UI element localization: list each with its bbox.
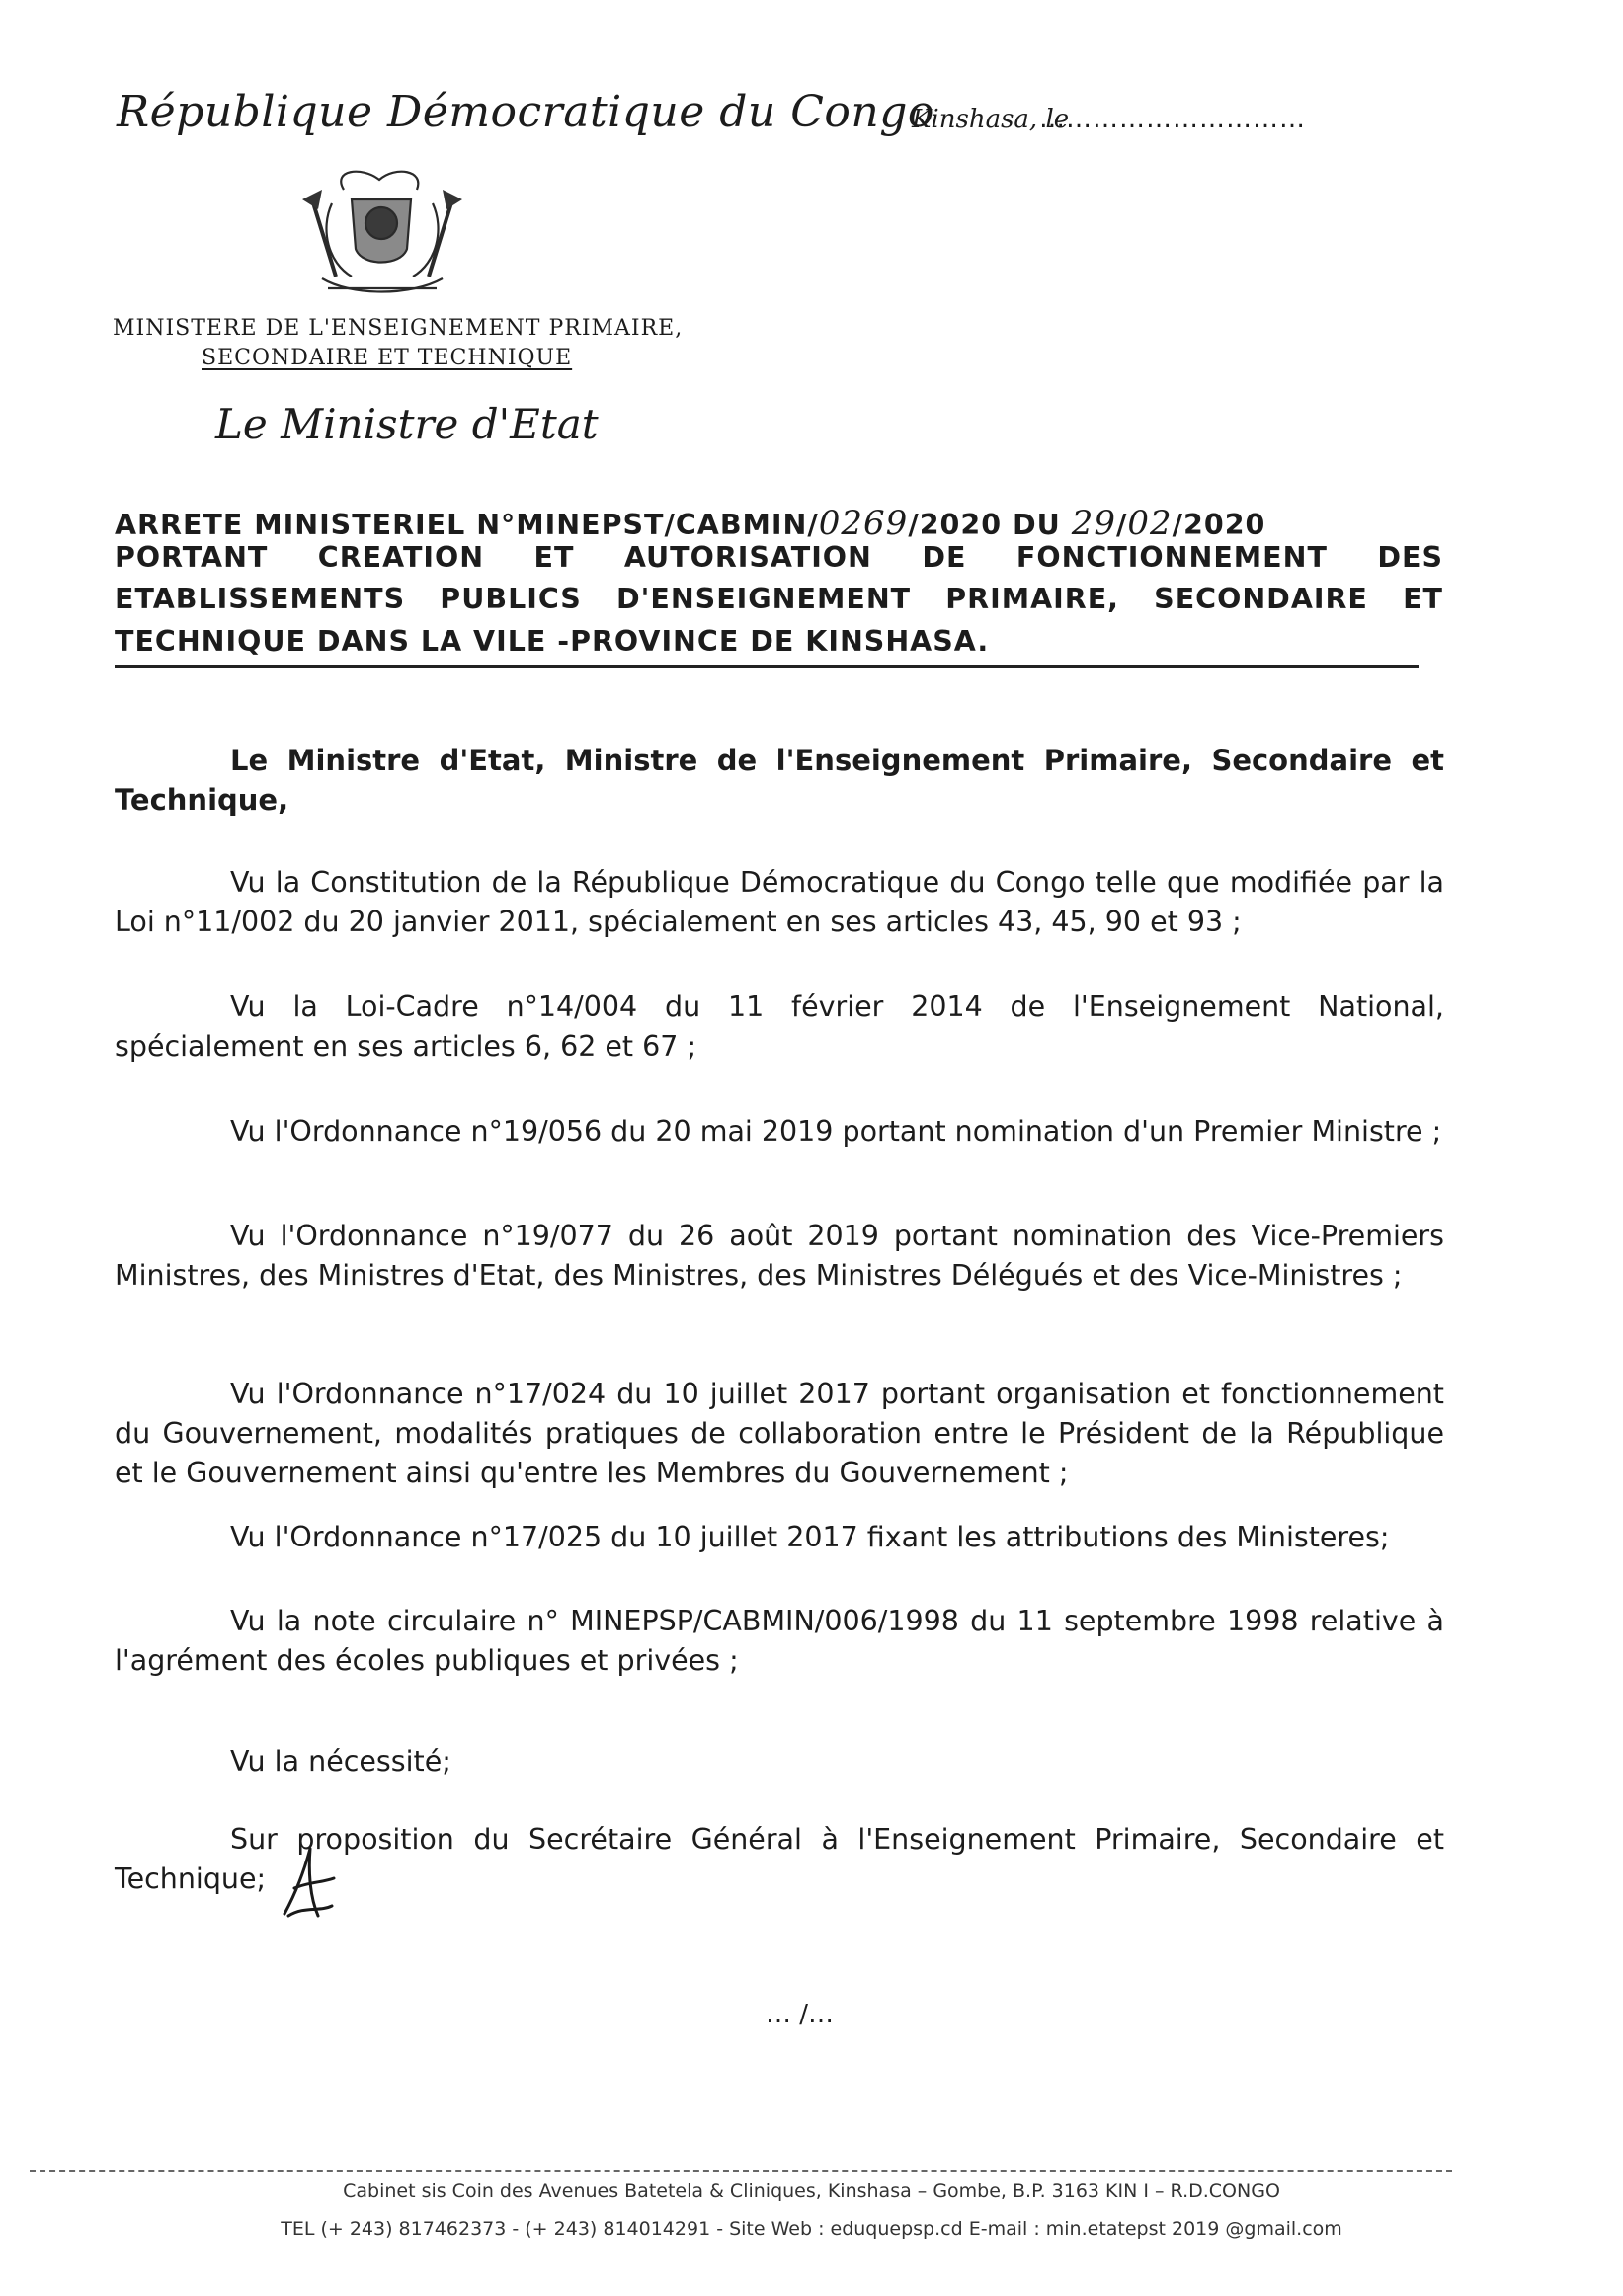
republic-heading: République Démocratique du Congo (117, 87, 934, 137)
footer-divider (30, 2170, 1452, 2172)
decree-number-fill: 0269 (818, 504, 909, 543)
vu-ordonnance-attributions: Vu l'Ordonnance n°17/025 du 10 juillet 2017 fixant les attributions des Ministeres; (230, 1521, 1390, 1553)
place-date-label: Kinshasa, le (912, 105, 1070, 134)
vu-ordonnance-premier-ministre: Vu l'Ordonnance n°19/056 du 20 mai 2019 portant nomination d'un Premier Ministre ; (230, 1115, 1442, 1148)
decree-title-line3: ETABLISSEMENTS PUBLICS D'ENSEIGNEMENT PRIMAIRE, SECONDAIRE ET (115, 583, 1443, 615)
coat-of-arms-emblem (292, 160, 472, 308)
vu-note-circulaire: Vu la note circulaire n° MINEPSP/CABMIN/006/1998 du 11 septembre 1998 relative à l'agrément des écoles publiques et privées ; (115, 1605, 1444, 1677)
minister-heading: Le Ministre d'Etat (215, 400, 599, 448)
decree-title-line2: PORTANT CREATION ET AUTORISATION DE FONCTIONNEMENT DES (115, 541, 1443, 574)
ministry-name-line2: SECONDAIRE ET TECHNIQUE (202, 346, 573, 370)
footer-contact: TEL (+ 243) 817462373 - (+ 243) 814014291 - Site Web : eduquepsp.cd E-mail : min.etatepst 2019 @gmail.com (281, 2218, 1342, 2240)
footer-address: Cabinet sis Coin des Avenues Batetela & Cliniques, Kinshasa – Gombe, B.P. 3163 KIN I – R.D.CONGO (343, 2180, 1280, 2202)
decree-title-line4: TECHNIQUE DANS LA VILE -PROVINCE DE KINSHASA. (115, 625, 990, 658)
decree-number-prefix: ARRETE MINISTERIEL N°MINEPST/CABMIN/ (115, 509, 819, 541)
decree-title-line1: ARRETE MINISTERIEL N°MINEPST/CABMIN/0269/2020 DU 29/02/2020 (115, 504, 1266, 543)
vu-ordonnance-organisation: Vu l'Ordonnance n°17/024 du 10 juillet 2017 portant organisation et fonctionnement du Gouvernement, modalités pratiques de collaboration entre le Président de la République et le Gouvernement ainsi qu'entre les Membres du Gouvernement ; (115, 1378, 1444, 1489)
decree-date-prefix: /2020 DU (908, 509, 1072, 541)
decree-day-fill: 29 (1071, 504, 1116, 543)
title-underline (115, 665, 1419, 668)
place-date-blank: ………………………… (1039, 105, 1306, 134)
decree-year: /2020 (1172, 509, 1266, 541)
minister-intro: Le Ministre d'Etat, Ministre de l'Enseignement Primaire, Secondaire et Technique, (115, 744, 1444, 817)
vu-loi-cadre: Vu la Loi-Cadre n°14/004 du 11 février 2014 de l'Enseignement National, spécialement en ses articles 6, 62 et 67 ; (115, 990, 1444, 1063)
page-continue-mark: … /… (766, 2000, 835, 2029)
ministry-name-line1: MINISTERE DE L'ENSEIGNEMENT PRIMAIRE, (113, 316, 684, 341)
vu-constitution: Vu la Constitution de la République Démocratique du Congo telle que modifiée par la Loi n°11/002 du 20 janvier 2011, spécialement en ses articles 43, 45, 90 et 93 ; (115, 866, 1444, 938)
vu-necessite: Vu la nécessité; (230, 1745, 451, 1778)
initials-signature (275, 1843, 344, 1922)
decree-month-fill: 02 (1127, 504, 1173, 543)
vu-ordonnance-vice-premiers: Vu l'Ordonnance n°19/077 du 26 août 2019 portant nomination des Vice-Premiers Ministres, des Ministres d'Etat, des Ministres, des Ministres Délégués et des Vice-Ministres ; (115, 1220, 1444, 1292)
sur-proposition: Sur proposition du Secrétaire Général à l'Enseignement Primaire, Secondaire et Technique; (115, 1823, 1444, 1895)
